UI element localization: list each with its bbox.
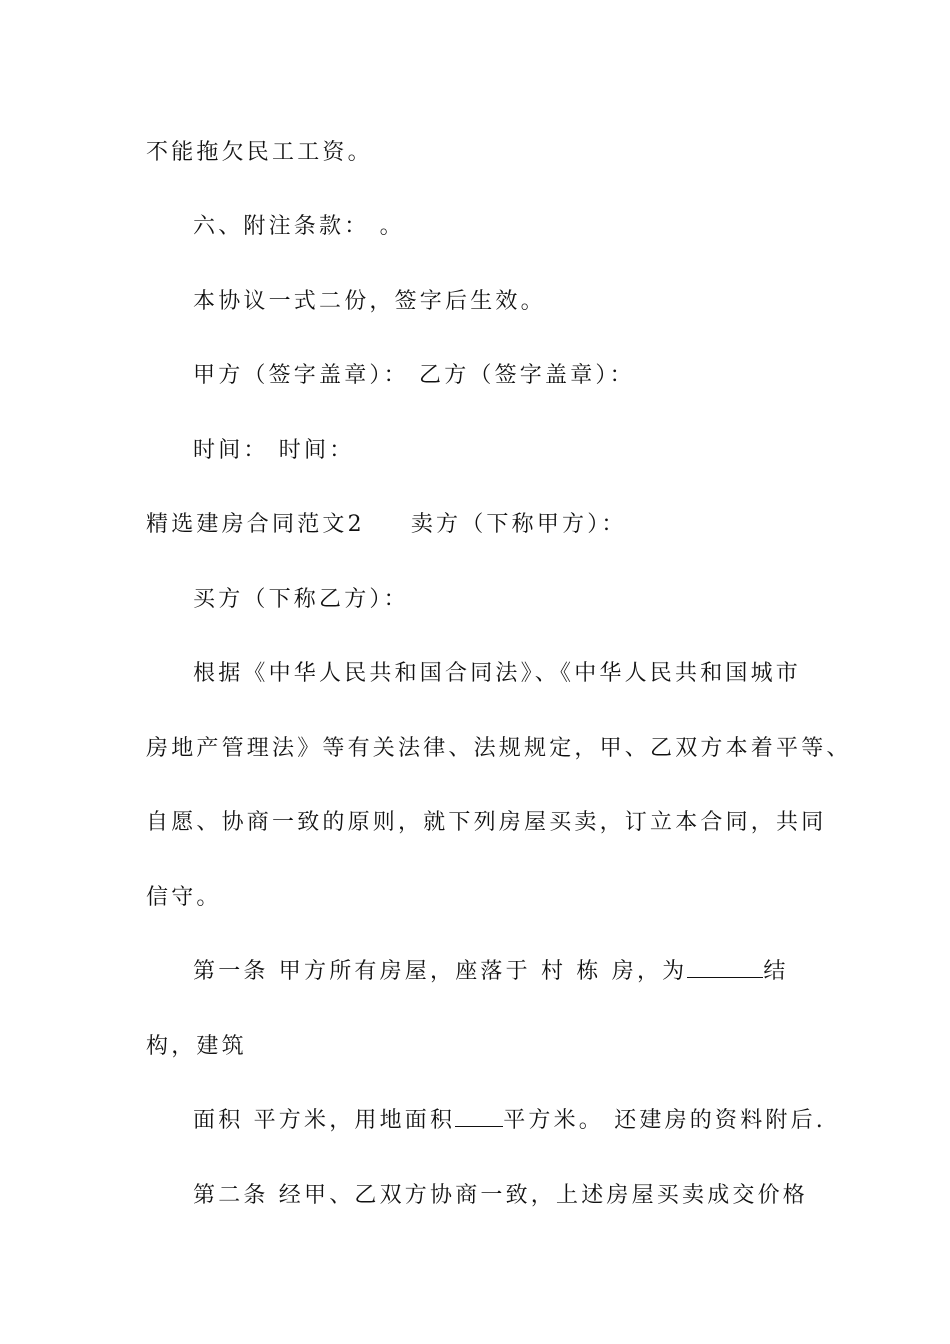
article-two-line: 第二条 经甲、乙双方协商一致，上述房屋买卖成交价格 [193, 1183, 808, 1208]
text-line-legal-basis-3: 自愿、协商一致的原则，就下列房屋买卖，订立本合同，共同 [146, 810, 827, 835]
text-line-signatures: 甲方（签字盖章）： 乙方（签字盖章）： [193, 363, 635, 388]
area-suffix: 平方米。 还建房的资料附后. [503, 1108, 826, 1133]
text-line-appendix-terms: 六、附注条款： 。 [193, 214, 405, 239]
text-line-legal-basis-4: 信守。 [146, 885, 222, 910]
text-line-agreement-copies: 本协议一式二份，签字后生效。 [193, 289, 546, 314]
area-line [193, 1106, 883, 1136]
article-one-line [193, 957, 883, 987]
article-one-text: 第一条 甲方所有房屋，座落于 村 栋 房，为 [193, 959, 688, 984]
structure-blank [687, 957, 763, 978]
text-line-wage: 不能拖欠民工工资。 [146, 140, 373, 165]
section-title: 精选建房合同范文2 [146, 512, 365, 537]
section-heading-line [146, 510, 836, 540]
text-line-legal-basis-2: 房地产管理法》等有关法律、法规规定，甲、乙双方本着平等、 [146, 736, 852, 761]
text-line-legal-basis-1: 根据《中华人民共和国合同法》、《中华人民共和国城市 [193, 661, 802, 686]
text-line-building: 构，建筑 [146, 1034, 247, 1059]
land-area-blank [455, 1106, 503, 1127]
area-text: 面积 平方米，用地面积 [193, 1108, 456, 1133]
seller-label: 卖方（下称甲方）： [410, 512, 627, 537]
buyer-label: 买方（下称乙方）： [193, 587, 409, 612]
article-one-suffix: 结 [763, 959, 789, 984]
text-line-dates: 时间： 时间： [193, 438, 355, 463]
